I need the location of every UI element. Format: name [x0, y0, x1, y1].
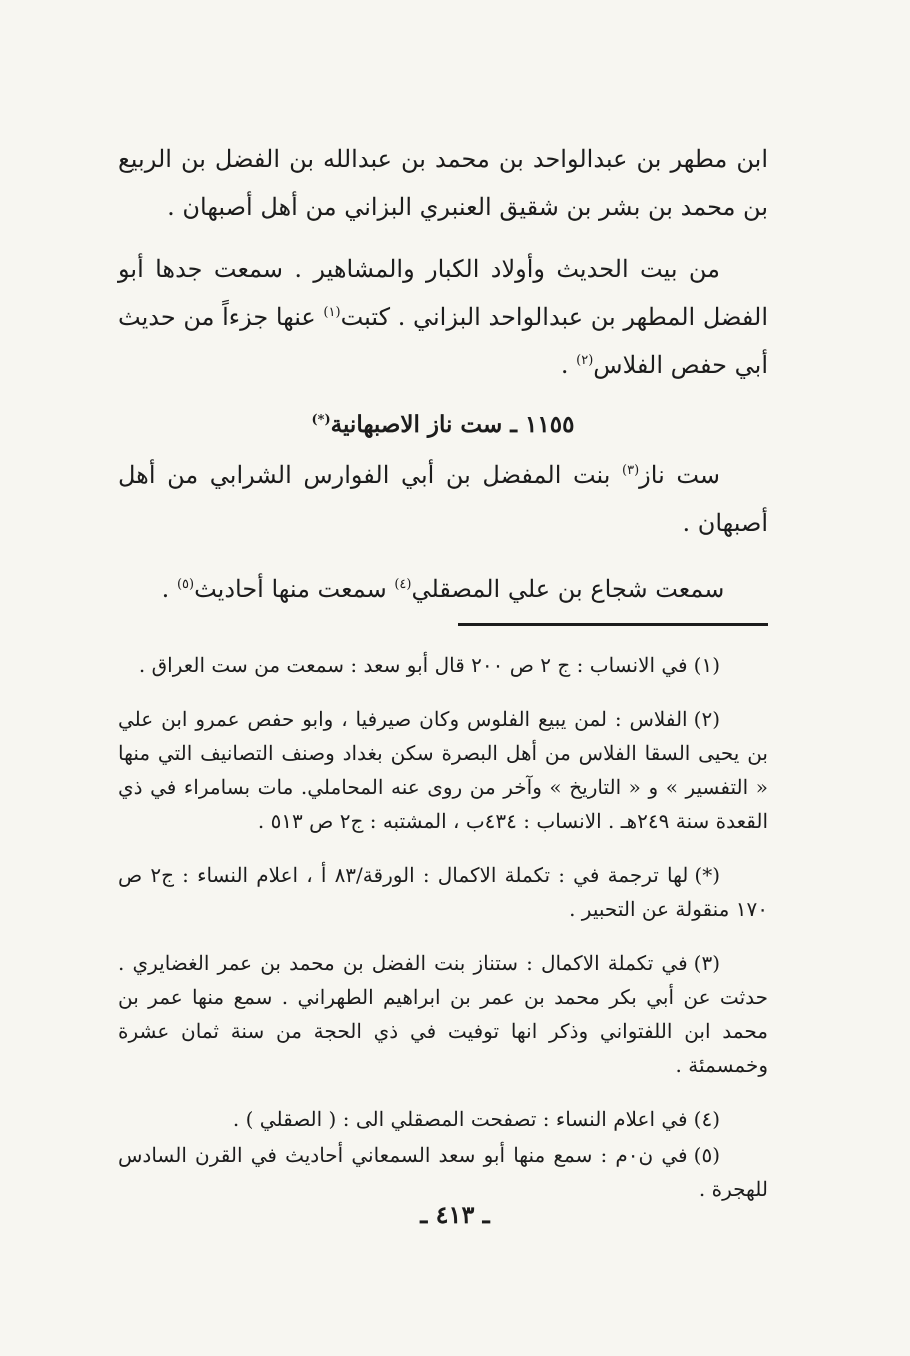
entry-1155-heading: ١١٥٥ ـ ست ناز الاصبهانية(*): [311, 411, 575, 438]
footnote-ref-2: (٢): [576, 353, 594, 368]
footnote-number: (*): [694, 863, 720, 887]
entry-1155-paragraph-2: سمعت شجاع بن علي المصقلي$^{(٤)}$ سمعت منها أحاديث$^{(٥)}$ .: [161, 575, 725, 603]
entry-1155-paragraph-1: ست ناز$^{(٣)}$ بنت المفضل بن أبي الفوارس الشرابي من أهل أصبهان .: [118, 461, 768, 537]
footnote-number: (٥): [693, 1143, 720, 1167]
footnote-1: (١)في الانساب : ج ٢ ص ٢٠٠ قال أبو سعد : سمعت من ست العراق .: [138, 653, 720, 677]
footnote-5: (٥)في ن٠م : سمع منها أبو سعد السمعاني أحاديث في القرن السادس للهجرة .: [118, 1143, 768, 1201]
bio-1154-paragraph-2: من بيت الحديث وأولاد الكبار والمشاهير . سمعت جدها أبو الفضل المطهر بن عبدالواحد البزاني . كتبت$^{(١)}$ عنها جزءاً من حديث أبي حفص الفلاس$^{(٢)}$ .: [118, 255, 768, 379]
page-number: ـ ٤١٣ ـ: [420, 1200, 490, 1229]
footnote-3: (٣)في تكملة الاكمال : ستناز بنت الفضل بن محمد بن عمر الغضايري . حدثت عن أبي بكر محمد بن عمر بن ابراهيم الطهراني . سمع منها عمر بن محمد ابن اللفتواني وذكر انها توفيت في ذي الحجة من سنة ثمان عشرة وخمسمئة .: [118, 951, 768, 1077]
footnote-ref-5: (٥): [176, 577, 195, 592]
footnote-number: (٢): [693, 707, 720, 731]
footnote-divider: [458, 623, 768, 626]
footnote-number: (٣): [693, 951, 720, 975]
footnote-number: (٤): [693, 1107, 720, 1131]
footnotes: [118, 648, 768, 1206]
footnote-ref-4: (٤): [394, 577, 412, 592]
bio-1154-paragraph-1: ابن مطهر بن عبدالواحد بن محمد بن عبدالله بن الفضل بن الربيع بن محمد بن بشر بن شقيق العنبري البزاني من أهل أصبهان .: [118, 145, 768, 221]
footnote-ref-3: (٣): [622, 463, 640, 478]
footnote-star: (*)لها ترجمة في : تكملة الاكمال : الورقة/٨٣ أ ، اعلام النساء : ج٢ ص ١٧٠ منقولة عن التحبير .: [118, 863, 768, 921]
page-body: [118, 135, 768, 1226]
footnote-number: (١): [693, 653, 720, 677]
footnote-4: (٤)في اعلام النساء : تصفحت المصقلي الى : ( الصقلي ) .: [232, 1107, 720, 1131]
footnote-2: (٢)الفلاس : لمن يبيع الفلوس وكان صيرفيا ، وابو حفص عمرو ابن علي بن يحيى السقا الفلاس من أهل البصرة سكن بغداد وصنف التصانيف التي منها « التفسير » و « التاريخ » وآخر من روى عنه المحاملي. مات بسامراء في ذي القعدة سنة ٢٤٩هـ . الانساب : ٤٣٤ب ، المشتبه : ج٢ ص ٥١٣ .: [118, 707, 768, 833]
footnote-ref-1: (١): [323, 305, 341, 320]
footnote-ref-star: (*): [311, 412, 331, 428]
